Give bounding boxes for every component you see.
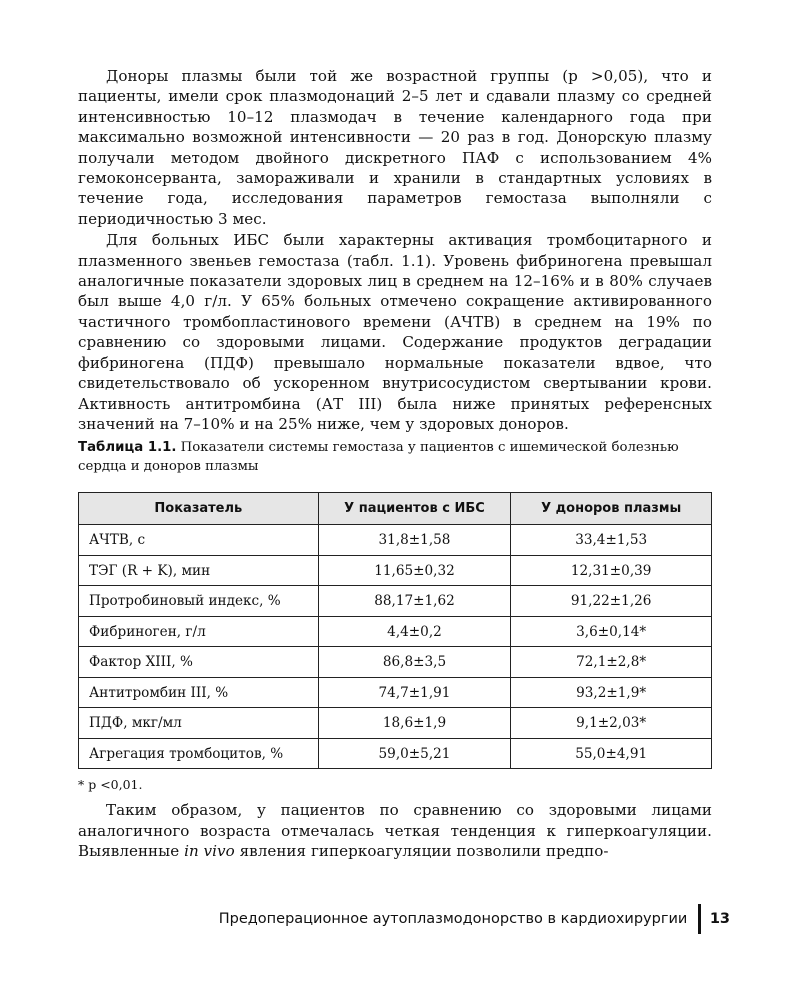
cell-patients: 74,7±1,91 <box>318 677 511 708</box>
header-donors: У доноров плазмы <box>511 493 712 525</box>
cell-donors: 3,6±0,14* <box>511 616 712 647</box>
cell-patients: 18,6±1,9 <box>318 708 511 739</box>
cell-indicator: Агрегация тромбоцитов, % <box>79 738 319 769</box>
running-title: Предоперационное аутоплазмодонорство в кардиохирургии <box>218 911 688 927</box>
conclusion-text-b: явления гиперкоагуляции позволили предпо- <box>234 842 609 861</box>
table-row <box>79 586 712 617</box>
table-caption-label: Таблица 1.1. <box>78 440 177 456</box>
table-row <box>79 555 712 586</box>
cell-patients: 88,17±1,62 <box>318 586 511 617</box>
cell-donors: 55,0±4,91 <box>511 738 712 769</box>
table-row <box>79 525 712 556</box>
page-content <box>78 66 712 862</box>
cell-indicator: Антитромбин III, % <box>79 677 319 708</box>
table-caption-text: Показатели системы гемостаза у пациентов с ишемической болезнью сердца и доноров плазмы <box>78 440 679 474</box>
header-patients: У пациентов с ИБС <box>318 493 511 525</box>
paragraph-conclusion <box>78 800 712 861</box>
conclusion-text-a: Таким образом, у пациентов по сравнению со здоровыми лицами аналогичного возраста отмечалась четкая тенденция к гиперкоагуляции. Выявленные <box>78 801 712 861</box>
table-row <box>79 647 712 678</box>
cell-donors: 72,1±2,8* <box>511 647 712 678</box>
cell-indicator: ПДФ, мкг/мл <box>79 708 319 739</box>
table-row <box>79 616 712 647</box>
page-footer <box>219 906 730 932</box>
cell-donors: 12,31±0,39 <box>511 555 712 586</box>
cell-indicator: Протробиновый индекс, % <box>79 586 319 617</box>
table-row <box>79 708 712 739</box>
page-number: 13 <box>709 911 730 927</box>
cell-patients: 11,65±0,32 <box>318 555 511 586</box>
cell-patients: 4,4±0,2 <box>318 616 511 647</box>
cell-indicator: ТЭГ (R + K), мин <box>79 555 319 586</box>
cell-donors: 93,2±1,9* <box>511 677 712 708</box>
footer-divider <box>698 904 701 934</box>
cell-indicator: АЧТВ, с <box>79 525 319 556</box>
header-indicator: Показатель <box>79 493 319 525</box>
cell-donors: 9,1±2,03* <box>511 708 712 739</box>
paragraph-ibs: Для больных ИБС были характерны активация тромбоцитарного и плазменного звеньев гемостаза (табл. 1.1). Уровень фибриногена превышал аналогичные показатели здоровых лиц в среднем на 12–16% и в 80% случаев был выше 4,0 г/л. У 65% больных отмечено сокращение активированного частичного тромбопластинового времени (АЧТВ) в среднем на 19% по сравнению со здоровыми лицами. Содержание продуктов деградации фибриногена (ПДФ) превышало нормальные показатели вдвое, что свидетельствовало об ускоренном внутрисосудистом свертывании крови. Активность антитромбина (АТ III) была ниже принятых референсных значений на 7–10% и на 25% ниже, чем у здоровых доноров. <box>78 231 712 433</box>
table-row <box>79 677 712 708</box>
cell-indicator: Фактор XIII, % <box>79 647 319 678</box>
cell-donors: 91,22±1,26 <box>511 586 712 617</box>
conclusion-in-vivo: in vivo <box>184 842 235 861</box>
table-footnote: * p <0,01. <box>78 777 143 793</box>
paragraph-donors: Доноры плазмы были той же возрастной группы (p >0,05), что и пациенты, имели срок плазмодонаций 2–5 лет и сдавали плазму со средней интенсивностью 10–12 плазмодач в течение календарного года при максимально возможной интенсивности — 20 раз в год. Донорскую плазму получали методом двойного дискретного ПАФ с использованием 4% гемоконсерванта, замораживали и хранили в стандартных условиях в течение года, исследования параметров гемостаза выполняли с периодичностью 3 мес. <box>78 67 712 228</box>
cell-patients: 86,8±3,5 <box>318 647 511 678</box>
cell-donors: 33,4±1,53 <box>511 525 712 556</box>
cell-indicator: Фибриноген, г/л <box>79 616 319 647</box>
hemostasis-table <box>78 492 712 769</box>
cell-patients: 31,8±1,58 <box>318 525 511 556</box>
cell-patients: 59,0±5,21 <box>318 738 511 769</box>
table-row <box>79 738 712 769</box>
table-caption <box>78 439 712 476</box>
table-header-row <box>79 493 712 525</box>
